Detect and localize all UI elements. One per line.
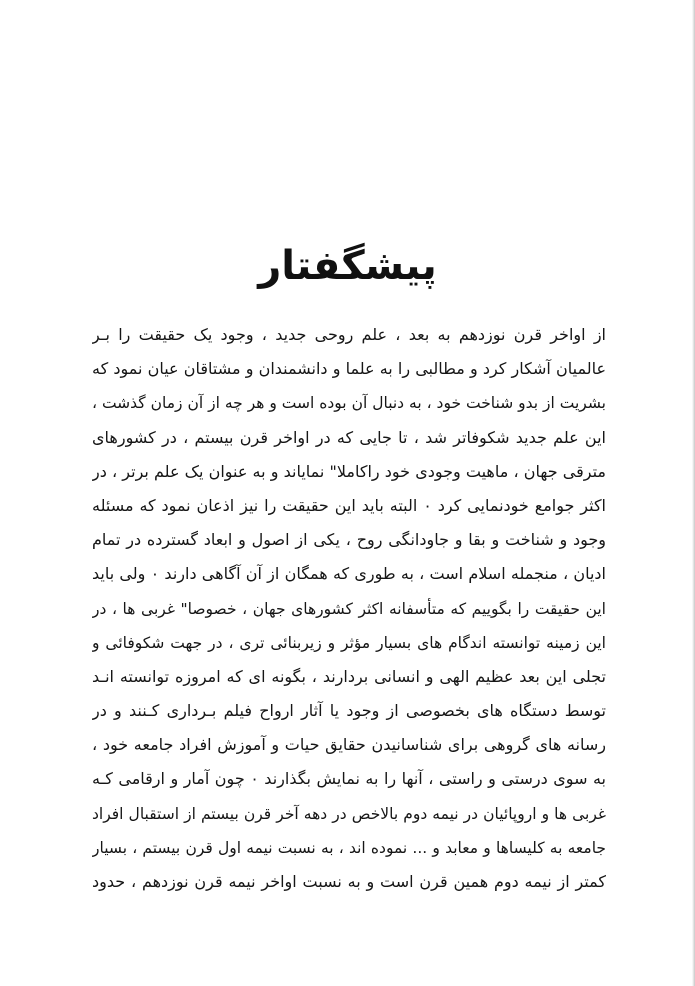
text-line: عالمیان آشکار کرد و مطالبی را به علما و دانشمندان و مشتاقان عیان نمود که	[92, 359, 606, 379]
text-line: کمتر از نیمه دوم همین قرن است و به نسبت اواخر نیمه قرن نوزدهم ، حدود	[92, 872, 606, 891]
text-line: به سوی درستی و راستی ، آنها را به نمایش بگذارند ۰ چون آمار و ارقامی کـه	[92, 769, 606, 789]
body-text	[92, 318, 606, 899]
text-line: توسط دستگاه های بخصوصی از وجود یا آثار ارواح فیلم بـرداری کـنند و در	[92, 701, 606, 721]
text-line: مترقی جهان ، ماهیت وجودی خود راکاملا" نمایاند و به عنوان یک علم برتر ، در	[92, 461, 606, 481]
text-line: تجلی این بعد عظیم الهی و انسانی بردارند ، بگونه ای که امروزه توانسته انـد	[92, 666, 606, 686]
text-line: این علم جدید شکوفاتر شد ، تا جایی که در اواخر قرن بیستم ، در کشورهای	[92, 427, 606, 447]
text-line: بشریت از بدو شناخت خود ، به دنبال آن بوده است و هر چه از آن زمان گذشت ،	[92, 394, 606, 413]
text-line: از اواخر قرن نوزدهم به بعد ، علم روحی جدید ، وجود یک حقیقت را بـر	[92, 325, 606, 344]
text-line: رسانه های گروهی برای شناسانیدن حقایق حیات و آموزش افراد جامعه خود ،	[92, 735, 606, 755]
text-line: جامعه به کلیساها و معابد و ... نموده اند ، به نسبت نیمه اول قرن بیستم ، بسیار	[92, 838, 606, 857]
text-line: اکثر جوامع خودنمایی کرد ۰ البته باید این حقیقت را نیز اذعان نمود که مسئله	[92, 495, 606, 515]
text-line: این حقیقت را بگوییم که متأسفانه اکثر کشورهای جهان ، خصوصا" غربی ها ، در	[92, 599, 606, 618]
text-line: وجود و شناخت و بقا و جاودانگی روح ، یکی از اصول و ابعاد گسترده در تمام	[92, 530, 606, 550]
text-line: ادیان ، منجمله اسلام است ، به طوری که همگان از آن آگاهی دارند ۰ ولی باید	[92, 564, 606, 584]
text-line: غربی ها و اروپائیان در نیمه دوم بالاخص در دهه آخر قرن بیستم از استقبال افراد	[92, 804, 606, 823]
chapter-title: پیشگفتار	[258, 243, 437, 289]
text-line: این زمینه توانسته اندگام های بسیار مؤثر و زیربنائی تری ، در جهت شکوفائی و	[92, 633, 606, 652]
